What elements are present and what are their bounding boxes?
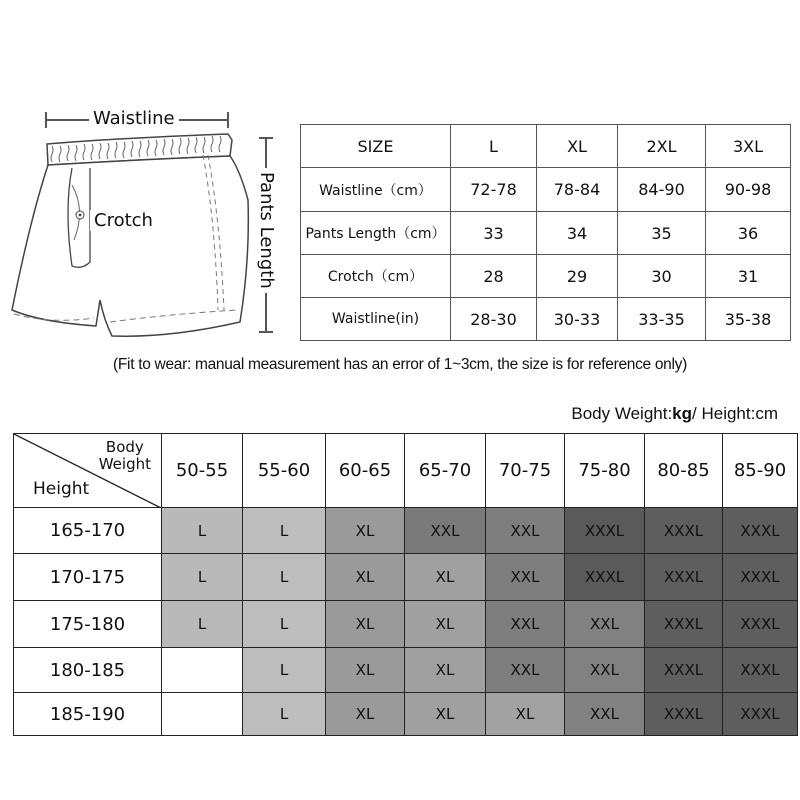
table-header-row [301,125,791,168]
table-row [301,168,791,212]
height-row [14,648,798,693]
height-row-header: 180-185 [14,648,162,693]
table-cell: 78-84 [537,168,618,212]
weight-column-header: 50-55 [162,434,243,508]
waistline-label: Waistline [89,108,179,129]
size-cell: XL [326,508,405,554]
table-cell: 31 [706,255,791,298]
weight-column-header: 65-70 [405,434,486,508]
units-prefix: Body Weight: [571,404,673,423]
size-cell: XXL [565,648,645,693]
size-cell: XL [405,601,486,648]
table-cell: 28-30 [451,298,537,341]
height-row [14,554,798,601]
table-cell: 36 [706,212,791,255]
size-cell: XXXL [723,693,798,736]
column-header: 2XL [618,125,706,168]
size-cell: XXXL [723,648,798,693]
table-cell: 84-90 [618,168,706,212]
size-cell: XXXL [565,554,645,601]
size-cell: XXL [486,554,565,601]
table-cell: 72-78 [451,168,537,212]
size-cell: L [243,648,326,693]
size-cell: XXL [486,648,565,693]
table-cell: 28 [451,255,537,298]
weight-unit: kg [672,404,693,423]
height-row-header: 165-170 [14,508,162,554]
table-cell: 33 [451,212,537,255]
weight-column-header: 60-65 [326,434,405,508]
size-cell: XL [405,693,486,736]
column-header: 3XL [706,125,791,168]
size-cell: XXXL [723,601,798,648]
table-row [301,255,791,298]
size-cell: XXXL [723,508,798,554]
column-header: XL [537,125,618,168]
size-cell: XXL [486,601,565,648]
size-cell: L [243,508,326,554]
size-spec-table [300,124,791,341]
weight-label: Weight [98,455,151,473]
row-header: Waistline(in) [301,298,451,341]
size-cell: XXXL [723,554,798,601]
size-cell: XXXL [645,601,723,648]
size-cell: L [162,554,243,601]
size-cell: L [243,601,326,648]
height-row [14,508,798,554]
size-cell: XL [405,554,486,601]
size-cell: L [243,693,326,736]
height-row [14,693,798,736]
weight-column-header: 80-85 [645,434,723,508]
size-cell: XXL [565,693,645,736]
size-cell: XL [486,693,565,736]
table-cell: 30 [618,255,706,298]
weight-column-header: 55-60 [243,434,326,508]
size-cell: L [243,554,326,601]
table-cell: 29 [537,255,618,298]
size-cell: L [162,601,243,648]
size-cell: XXXL [645,508,723,554]
row-header: Pants Length（cm） [301,212,451,255]
height-row-header: 185-190 [14,693,162,736]
size-cell: XXXL [645,693,723,736]
weight-column-header: 70-75 [486,434,565,508]
column-header: L [451,125,537,168]
row-header: Waistline（cm） [301,168,451,212]
measurement-note: (Fit to wear: manual measurement has an error of 1~3cm, the size is for reference only) [113,356,687,373]
size-cell: XXXL [645,648,723,693]
weight-height-size-chart [13,433,798,736]
height-row [14,601,798,648]
table-row [301,298,791,341]
table-row [301,212,791,255]
height-axis-label: Height [33,479,90,499]
size-cell: XL [326,693,405,736]
table-cell: 35 [618,212,706,255]
body-weight-axis-label [99,439,151,473]
weight-header-row [14,434,798,508]
height-row-header: 170-175 [14,554,162,601]
units-middle: / Height: [692,404,756,423]
size-cell: XXXL [565,508,645,554]
size-cell: XXXL [645,554,723,601]
table-cell: 90-98 [706,168,791,212]
size-cell [162,648,243,693]
size-cell: XL [326,554,405,601]
size-cell: XL [405,648,486,693]
weight-column-header: 85-90 [723,434,798,508]
size-cell: XL [326,601,405,648]
size-cell: XXL [565,601,645,648]
size-cell: XL [326,648,405,693]
table-cell: 33-35 [618,298,706,341]
column-header: SIZE [301,125,451,168]
size-cell: XXL [486,508,565,554]
corner-header-cell [14,434,162,508]
height-row-header: 175-180 [14,601,162,648]
crotch-label: Crotch [90,210,157,231]
units-label [571,404,778,424]
table-cell: 35-38 [706,298,791,341]
table-cell: 34 [537,212,618,255]
row-header: Crotch（cm） [301,255,451,298]
size-cell [162,693,243,736]
pants-length-label: Pants Length [256,168,277,293]
size-cell: L [162,508,243,554]
size-cell: XXL [405,508,486,554]
table-cell: 30-33 [537,298,618,341]
shorts-measurement-diagram [0,100,290,350]
body-label: Body [105,438,144,456]
weight-column-header: 75-80 [565,434,645,508]
height-unit: cm [755,404,778,423]
